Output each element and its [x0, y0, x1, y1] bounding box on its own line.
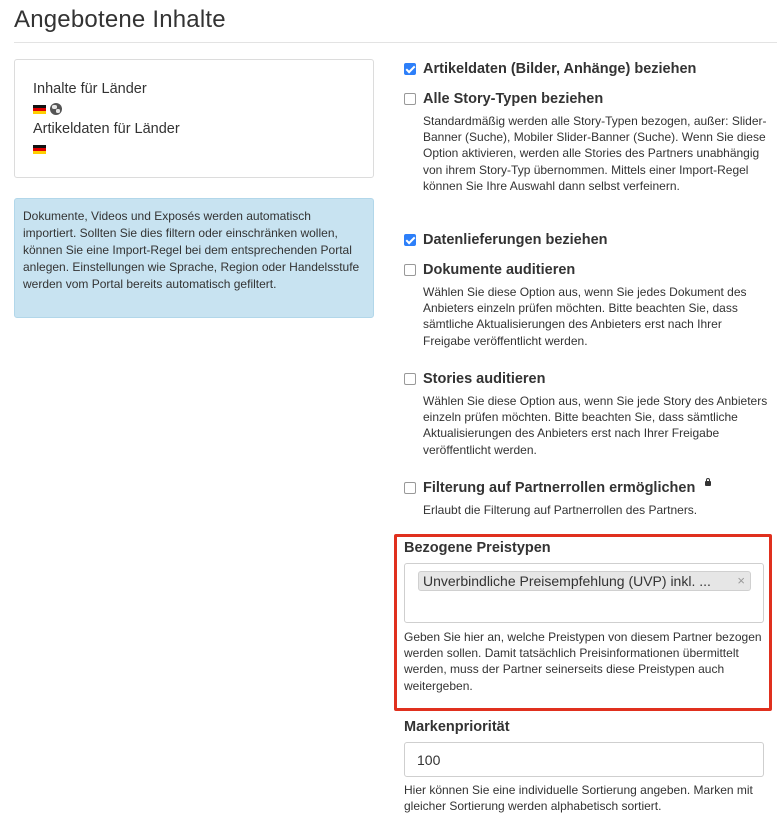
price-type-tag-label: Unverbindliche Preisempfehlung (UVP) inkl. ...	[423, 573, 711, 589]
option-label[interactable]: Alle Story-Typen beziehen	[423, 91, 604, 107]
brand-priority-label: Markenpriorität	[404, 719, 510, 735]
option-description: Wählen Sie diese Option aus, wenn Sie jede Story des Anbieters einzeln prüfen möchten. Bitte beachten Sie, dass sämtliche Aktualisierungen des Anbieters erst nach Ihrer Freigabe veröffentlicht werden.	[423, 394, 768, 457]
article-countries-flags	[33, 138, 355, 160]
price-types-label: Bezogene Preistypen	[404, 540, 551, 556]
article-data-checkbox[interactable]	[404, 63, 416, 75]
data-deliveries-checkbox[interactable]	[404, 234, 416, 246]
content-countries-flags	[33, 98, 355, 120]
option-article-data[interactable]	[404, 59, 764, 79]
info-alert: Dokumente, Videos und Exposés werden automatisch importiert. Sollten Sie dies filtern oder einschränken wollen, können Sie eine Import-Regel bei dem entsprechenden Portal anlegen. Einstellungen wie Sprache, Region oder Handelsstufe werden vom Portal bereits automatisch gefiltert.	[14, 198, 374, 318]
page-title: Angebotene Inhalte	[14, 6, 226, 33]
remove-tag-icon[interactable]: ×	[737, 573, 745, 588]
option-partner-role-filter[interactable]	[404, 478, 764, 518]
content-countries-label: Inhalte für Länder	[33, 81, 147, 97]
option-description: Standardmäßig werden alle Story-Typen bezogen, außer: Slider-Banner (Suche), Mobiler Slider-Banner (Suche). Wenn Sie diese Option aktivieren, werden alle Stories des Partners unabhängig von ihrem Story-Typ übernommen. Mittels einer Import-Regel können Sie Ihre Auswahl dann selbst verfeinern.	[423, 114, 767, 193]
article-countries-label: Artikeldaten für Länder	[33, 121, 180, 137]
germany-flag-icon	[33, 145, 46, 154]
all-story-types-checkbox[interactable]	[404, 93, 416, 105]
brand-priority-help: Hier können Sie eine individuelle Sortierung angeben. Marken mit gleicher Sortierung werden alphabetisch sortiert.	[404, 783, 753, 814]
option-description: Wählen Sie diese Option aus, wenn Sie jedes Dokument des Anbieters einzeln prüfen möchten. Bitte beachten Sie, dass sämtliche Aktualisierungen des Anbieters erst nach Ihrer Freigabe veröffentlicht werden.	[423, 285, 747, 348]
option-audit-documents[interactable]	[404, 260, 764, 349]
country-panel	[14, 59, 374, 178]
price-types-help: Geben Sie hier an, welche Preistypen von diesem Partner bezogen werden sollen. Damit tatsächlich Preisinformationen übermittelt werden, muss der Partner seinerseits diese Preistypen auch weitergeben.	[404, 630, 762, 693]
title-divider	[14, 42, 777, 43]
option-description: Erlaubt die Filterung auf Partnerrollen des Partners.	[423, 503, 698, 517]
option-label[interactable]: Artikeldaten (Bilder, Anhänge) beziehen	[423, 61, 697, 77]
germany-flag-icon	[33, 105, 46, 114]
lock-icon	[705, 481, 711, 486]
option-label[interactable]: Dokumente auditieren	[423, 262, 576, 278]
option-label[interactable]: Datenlieferungen beziehen	[423, 232, 608, 248]
option-label[interactable]: Filterung auf Partnerrollen ermöglichen	[423, 480, 696, 496]
audit-stories-checkbox[interactable]	[404, 373, 416, 385]
brand-priority-input[interactable]	[404, 742, 764, 777]
option-all-story-types[interactable]	[404, 89, 767, 194]
price-type-tag[interactable]	[418, 571, 751, 591]
partner-role-filter-checkbox[interactable]	[404, 482, 416, 494]
option-data-deliveries[interactable]	[404, 230, 764, 250]
audit-documents-checkbox[interactable]	[404, 264, 416, 276]
option-audit-stories[interactable]	[404, 369, 768, 458]
price-types-select[interactable]	[404, 563, 764, 623]
globe-icon	[50, 103, 62, 115]
option-label[interactable]: Stories auditieren	[423, 371, 546, 387]
